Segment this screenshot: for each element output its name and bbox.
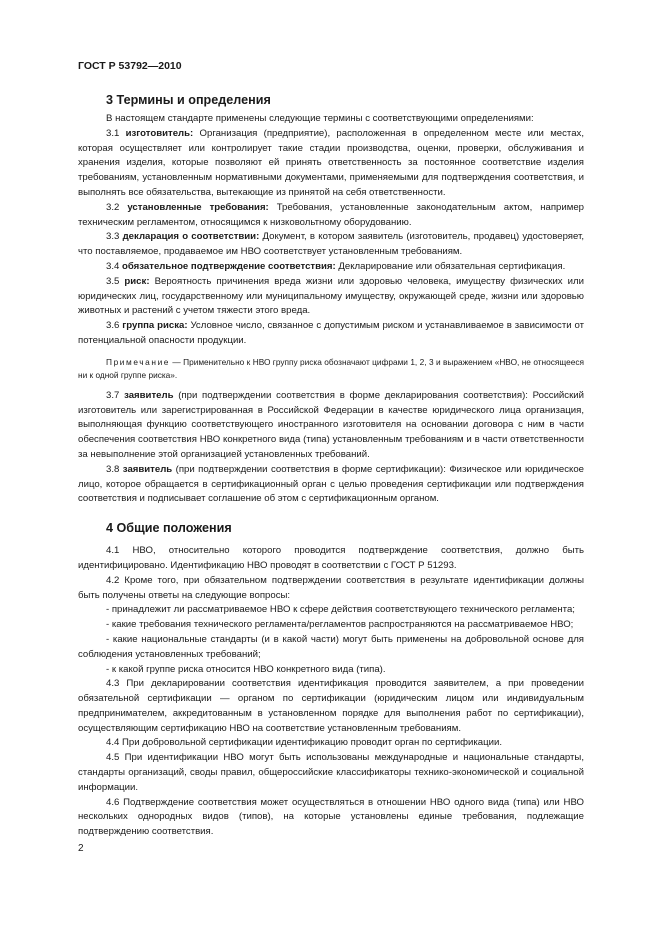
clause-4-2: 4.2 Кроме того, при обязательном подтверждении соответствия в результате идентификации должны быть получены ответы на следующие вопросы:	[78, 574, 584, 601]
term-3-1: 3.1 изготовитель: Организация (предприятие), расположенная в определенном месте или местах, которая осуществляет или контролирует такие стадии производства, оценки, проверки, обслуживания и хранения изделия, которые позволяют ей принять ответственность за постоянное соответствие изделия требованиям, установленным нормативными документами, применяемыми для подтверждения соответствия, и выполнять все обязательства, вытекающие из принятой на себя ответственности.	[78, 127, 585, 198]
term-3-3: 3.3 декларация о соответствии: Документ, в котором заявитель (изготовитель, продавец) удостоверяет, что поставляемое, продаваемое им НВО соответствует установленным требованиям.	[78, 231, 585, 258]
term-3-6: 3.6 группа риска: Условное число, связанное с допустимым риском и устанавливаемое в зависимости от потенциальной опасности продукции.	[78, 320, 584, 346]
document-body	[78, 91, 584, 840]
term-3-7: 3.7 заявитель (при подтверждении соответствия в форме декларирования соответствия): Российский изготовитель или зарегистрированная в Российской Федерации в качестве юридического лица организация, выполняющая функцию соответствующего иностранного изготовителя на основании договора с ним в части обеспечения соответствия НВО конкретного вида (типа) установленным требованиям и в части ответственности за невыполнение этой организацией установленных требований.	[78, 389, 585, 460]
list-item: - принадлежит ли рассматриваемое НВО к сфере действия соответствующего технического регламента;	[106, 604, 575, 616]
note-text: — Применительно к НВО группу риска обозначают цифрами 1, 2, 3 и выражением «НВО, не относящееся ни к одной группе риска».	[78, 356, 584, 380]
clause-4-6: 4.6 Подтверждение соответствия может осуществляться в отношении НВО одного вида (типа) или НВО нескольких однородных видов (типов), на которые установлены единые требования, подлежащие подтверждению соответствия.	[78, 796, 584, 838]
section-3-intro: В настоящем стандарте применены следующие термины с соответствующими определениями:	[106, 113, 534, 124]
note-label: Примечание	[106, 356, 171, 367]
term-3-5: 3.5 риск: Вероятность причинения вреда жизни или здоровью человека, имуществу физических или юридических лиц, государственному или муниципальному имуществу, окружающей среде, жизни или здоровью животных и растений с учетом тяжести этого вреда.	[78, 275, 584, 317]
term-3-4: 3.4 обязательное подтверждение соответствия: Декларирование или обязательная сертификация.	[106, 260, 566, 272]
clause-4-3: 4.3 При декларировании соответствия идентификация проводится заявителем, а при проведении обязательной сертификации — органом по сертификации (юридическим лицом или индивидуальным предпринимателем, аккредитованным в установленном порядке для выполнения работ по сертификации), осуществляющим сертификацию НВО на соответствие установленным требованиям.	[78, 678, 584, 734]
term-3-2: 3.2 установленные требования: Требования, установленные законодательным актом, например техническим регламентом, относящимся к низковольтному оборудованию.	[78, 201, 585, 228]
section-4-heading: 4 Общие положения	[106, 521, 232, 536]
section-3-heading: 3 Термины и определения	[106, 93, 271, 107]
term-note	[78, 356, 584, 382]
list-item: - какие требования технического регламента/регламентов распространяются на рассматриваемое НВО;	[106, 619, 574, 631]
clause-4-5: 4.5 При идентификации НВО могут быть использованы международные и национальные стандарты, стандарты организаций, своды правил, общероссийские классификаторы технико-экономической и социальной информации.	[78, 752, 584, 793]
page-number: 2	[78, 843, 84, 854]
clause-4-1: 4.1 НВО, относительно которого проводится подтверждение соответствия, должно быть идентифицировано. Идентификацию НВО проводят в соответствии с ГОСТ Р 51293.	[78, 545, 584, 571]
document-code: ГОСТ Р 53792—2010	[78, 60, 182, 72]
clause-4-4: 4.4 При добровольной сертификации идентификацию проводит орган по сертификации.	[106, 737, 502, 749]
term-3-8: 3.8 заявитель (при подтверждении соответствия в форме сертификации): Физическое или юридическое лицо, которое обращается в сертификационный орган с целью проведения сертификации или подтверждения соответствия и подписывает соглашение об этом с сертификационным органом.	[78, 463, 584, 505]
list-item: - какие национальные стандарты (и в какой части) могут быть применены на добровольной основе для соблюдения установленных требований;	[78, 633, 584, 660]
list-item: - к какой группе риска относится НВО конкретного вида (типа).	[106, 663, 386, 675]
